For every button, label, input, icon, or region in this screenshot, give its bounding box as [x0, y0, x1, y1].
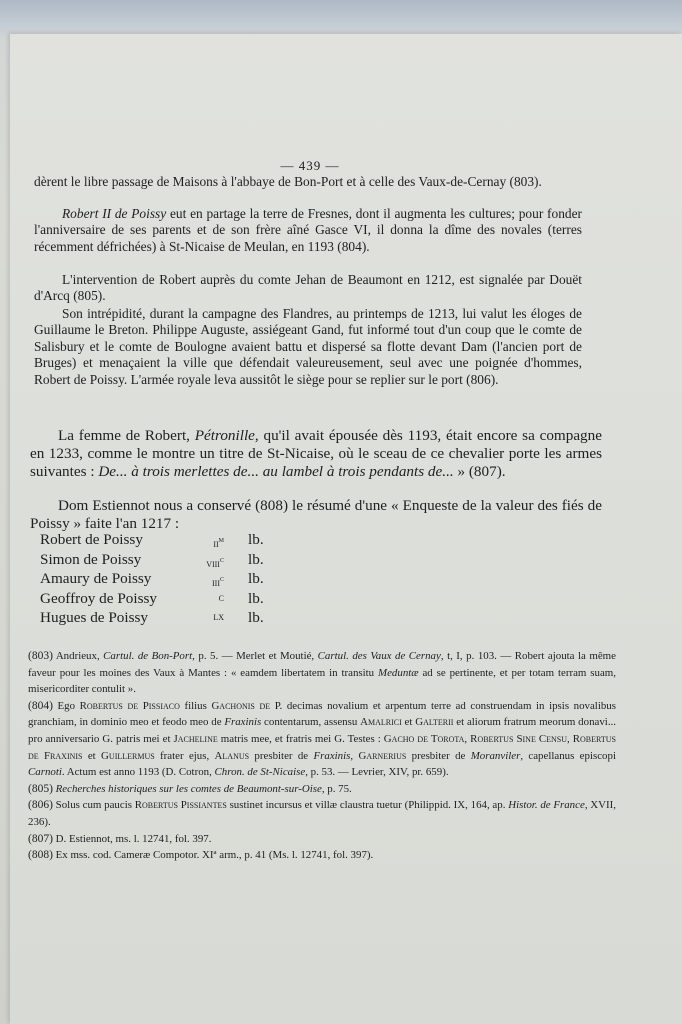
text-run: presbiter de — [406, 749, 471, 762]
amount-numeral — [190, 608, 224, 628]
text-run: D. Estiennot, ms. l. 12741, fol. 397. — [52, 832, 212, 845]
footnote — [28, 781, 616, 798]
text-run: , — [350, 749, 359, 762]
text-run: sustinet incursus et villæ claustra tuetur (Philippid. IX, 164, ap. — [226, 799, 509, 812]
text-run: Gacho de Torota, Robertus Sine Censu, Robertus de Fraxinis — [28, 732, 617, 762]
footnote-number: (805) — [28, 782, 53, 795]
text-run: La femme de Robert, — [58, 427, 195, 444]
text-run: Dom Estiennot nous a conservé (808) le résumé d'une « Enqueste de la valeur des fiés de Poissy » faite l'an 1217 : — [30, 497, 602, 533]
footnotes — [28, 648, 616, 864]
text-run: Garnerius — [358, 749, 407, 762]
text-run: frater ejus, — [154, 749, 215, 762]
footnote — [28, 698, 616, 781]
numeral-superscript: c — [219, 574, 224, 583]
text-run: » (807). — [453, 463, 506, 481]
text-run: Robertus Pissiantes — [134, 799, 227, 812]
text-run: , p. 75. — [321, 782, 352, 795]
footnote-number: (804) — [28, 699, 53, 712]
text-run: ad se pertinente, et per totam terram suam, misericorditer contulit ». — [28, 666, 616, 696]
footnote — [28, 847, 616, 864]
text-run: De... à trois merlettes de... au lambel à trois pendants de... — [98, 463, 454, 481]
numeral-text: viii — [206, 557, 220, 570]
text-run: Fraxinis — [224, 716, 262, 729]
footnote — [28, 831, 616, 848]
numeral-text: c — [218, 591, 224, 604]
page-number: — 439 — — [280, 158, 340, 173]
text-run: filius — [179, 699, 212, 712]
text-run: eut en partage la terre de Fresnes, dont il augmenta les cultures; pour fonder l'anniversaire de ses parents et de son frère aîné Gasce VI, il donna la dîme des novales (terres récemment défrichées) à St-Nicaise de Meulan, en 1193 (804). — [34, 206, 582, 254]
text-run: , capellanus episcopi — [520, 749, 616, 762]
footnote-number: (806) — [28, 799, 53, 812]
numeral-superscript: m — [218, 535, 224, 544]
paragraph-petronille — [30, 427, 602, 482]
text-run: P. decimas novalium et arpentum terre ad construendam in ipsis novalibus granchiam, in dominio meo et feodo meo de — [28, 699, 616, 729]
text-run: Cartul. des Vaux de Cernay — [317, 650, 441, 662]
amount-numeral — [190, 589, 224, 609]
text-run: Solus cum paucis — [52, 799, 135, 812]
paragraph-enqueste — [30, 497, 602, 533]
paragraph-intervention — [34, 272, 582, 305]
text-run: , p. 53. — Levrier, XIV, pr. 659). — [305, 766, 449, 779]
text-run: Amalrici — [360, 716, 402, 729]
text-run: Andrieux, — [52, 650, 104, 662]
valuation-row — [40, 569, 300, 589]
amount-unit: lb. — [248, 550, 264, 568]
paragraph-robert-ii — [34, 206, 582, 255]
text-run: , t, I, p. 103. — Robert ajouta la même faveur pour les moines des Vaux à Mantes : « eamdem libertatem in transitu — [28, 650, 616, 679]
text-run: Fraxinis — [313, 749, 351, 762]
amount-unit: lb. — [248, 531, 264, 548]
text-run: , XVII, 236). — [28, 799, 616, 828]
footnote — [28, 797, 616, 830]
text-run: Jacheline — [173, 732, 218, 745]
holder-name: Hugues de Poissy — [40, 609, 149, 626]
text-run: Robertus de Pissiaco — [79, 699, 180, 712]
text-run: Son intrépidité, durant la campagne des Flandres, au printemps de 1213, lui valut les éloges de Guillaume le Breton. Philippe Auguste, assiégeant Gand, fut informé tout d'un coup que le comte de Salisbury et le comte de Boulogne avaient battu et dispersé sa flotte devant Dam (l'ancien port de Bruges) et menaçaient la ville que défendait valeureusement, seul avec une poignée d'hommes, Robert de Poissy. L'armée royale leva aussitôt le siège pour se replier sur le port (806). — [34, 306, 582, 387]
text-run: Ego — [52, 699, 80, 712]
amount-unit: lb. — [248, 589, 264, 607]
text-run: et — [401, 716, 416, 729]
text-run: Histor. de France — [508, 799, 585, 812]
text-run: Galterii — [415, 716, 454, 729]
text-run: et aliorum fratrum meorum donavi... pro anniversario G. patris mei et — [28, 716, 616, 745]
text-run: Guillermus — [101, 749, 155, 762]
paragraph-continuation — [34, 174, 582, 190]
text-run: matris mee, et fratris mei G. Testes : — [217, 732, 384, 745]
text-run: et — [82, 749, 102, 762]
text-run: Moranviler — [470, 749, 521, 762]
holder-name: Simon de Poissy — [40, 550, 142, 568]
footnote-number: (803) — [28, 650, 53, 662]
text-run: L'intervention de Robert auprès du comte Jehan de Beaumont en 1212, est signalée par Douët d'Arcq (805). — [34, 272, 582, 304]
footnote-number: (808) — [28, 849, 53, 862]
text-run: , p. 5. — Merlet et Moutié, — [192, 650, 318, 662]
text-run: , qu'il avait épousée dès 1193, était encore sa compagne en 1233, comme le montre un titre de St-Nicaise, où le sceau de ce chevalier porte les armes suivantes : — [30, 427, 602, 481]
numeral-text: ii — [213, 537, 219, 550]
text-run: Meduntæ — [378, 666, 419, 679]
text-run: Alanus — [214, 749, 250, 762]
text-run: contentarum, assensu — [261, 716, 361, 729]
numeral-text: iii — [211, 576, 220, 589]
amount-unit: lb. — [248, 570, 264, 587]
text-run: Chron. de St-Nicaise — [214, 766, 306, 779]
text-run: presbiter de — [249, 749, 314, 762]
footnote — [28, 648, 616, 698]
numeral-superscript: c — [219, 554, 224, 564]
book-page — [10, 34, 682, 1024]
valuation-list — [40, 530, 300, 628]
text-run: Cartul. de Bon-Port — [103, 650, 193, 662]
valuation-row — [40, 530, 300, 550]
footnote-number: (807) — [28, 832, 53, 845]
holder-name: Geoffroy de Poissy — [40, 589, 157, 607]
paragraph-flandres — [34, 306, 582, 388]
text-run: Pétronille — [194, 427, 255, 444]
text-run: Carnoti — [28, 766, 62, 779]
text-run: Recherches historiques sur les comtes de Beaumont-sur-Oise — [55, 782, 322, 795]
text-run: dèrent le libre passage de Maisons à l'abbaye de Bon-Port et à celle des Vaux-de-Cernay (803). — [34, 174, 542, 189]
text-run: . Actum est anno 1193 (D. Cotron, — [61, 766, 215, 779]
holder-name: Robert de Poissy — [40, 531, 143, 548]
valuation-row — [40, 589, 300, 609]
holder-name: Amaury de Poissy — [40, 570, 152, 587]
text-run: Ex mss. cod. Cameræ Compotor. XIª arm., p. 41 (Ms. l. 12741, fol. 397). — [52, 849, 374, 862]
valuation-row — [40, 608, 300, 628]
text-run: Robert II de Poissy — [62, 206, 167, 221]
numeral-text: lx — [213, 611, 224, 623]
valuation-row — [40, 550, 300, 570]
text-run: Gachonis de — [211, 699, 271, 712]
amount-unit: lb. — [248, 609, 264, 626]
